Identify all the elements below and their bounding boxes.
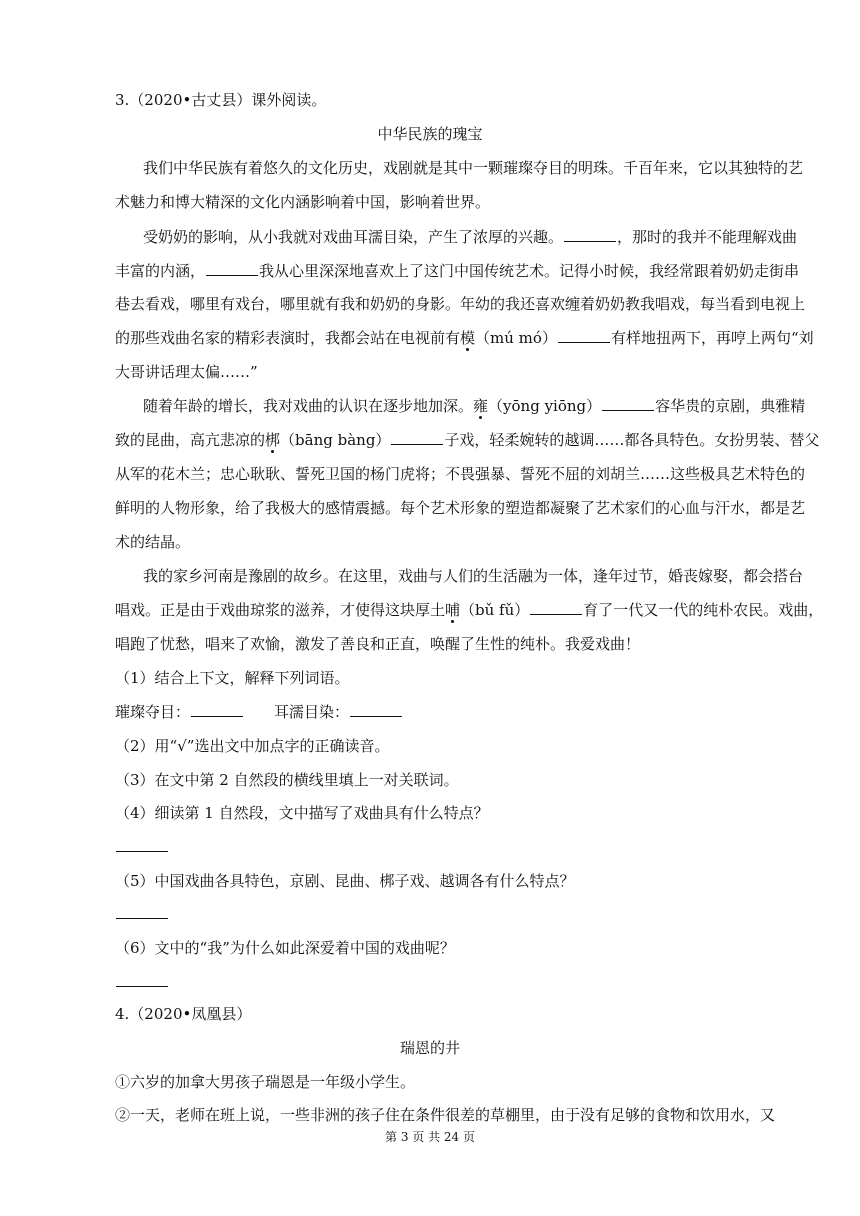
answer-blank[interactable] xyxy=(602,396,654,411)
text-segment: 致的昆曲，高亢悲凉的 xyxy=(115,431,266,449)
dotted-character: 哺 xyxy=(445,601,461,619)
text-segment: 丰富的内涵， xyxy=(115,262,206,280)
text-segment: ，那时的我并不能理解戏曲 xyxy=(617,228,798,246)
paragraph-3-line-3: 从军的花木兰；忠心耿耿、誓死卫国的杨门虎将；不畏强暴、誓死不屈的刘胡兰……这些极具艺术特色的 xyxy=(115,465,806,483)
pinyin-options: （bǔ fǔ） xyxy=(460,601,530,619)
answer-line-5[interactable] xyxy=(115,904,774,924)
question-4-heading: 4.（2020•凤凰县） xyxy=(115,1005,252,1023)
pinyin-options: （bāng bàng） xyxy=(280,431,391,449)
answer-blank[interactable] xyxy=(350,702,402,717)
sub-question-3: （3）在文中第 2 自然段的横线里填上一对关联词。 xyxy=(115,771,459,789)
answer-blank[interactable] xyxy=(530,600,582,615)
q4-paragraph-2: ②一天，老师在班上说，一些非洲的孩子住在条件很差的草棚里，由于没有足够的食物和饮用水，又 xyxy=(115,1106,776,1124)
q4-paragraph-1: ①六岁的加拿大男孩子瑞恩是一年级小学生。 xyxy=(115,1073,416,1091)
answer-blank[interactable] xyxy=(191,702,243,717)
paragraph-1-line-2: 术魅力和博大精深的文化内涵影响着中国，影响着世界。 xyxy=(115,193,491,211)
sub-question-1-words xyxy=(115,702,774,722)
pinyin-options: （mú mó） xyxy=(475,329,557,347)
paragraph-3-line-4: 鲜明的人物形象，给了我极大的感情震撼。每个艺术形象的塑造都凝聚了艺术家们的心血与汗水，都是艺 xyxy=(115,499,806,517)
sub-question-1: （1）结合上下文，解释下列词语。 xyxy=(115,669,350,687)
sub-question-6: （6）文中的“我”为什么如此深爱着中国的戏曲呢？ xyxy=(115,939,455,957)
text-segment: 受奶奶的影响，从小我就对戏曲耳濡目染，产生了浓厚的兴趣。 xyxy=(143,228,564,246)
answer-line-6[interactable] xyxy=(115,972,774,992)
paragraph-2-line-2 xyxy=(115,261,800,281)
text-segment: 随着年龄的增长，我对戏曲的认识在逐步地加深。 xyxy=(143,397,474,415)
paragraph-3-line-2 xyxy=(115,430,820,450)
text-segment: 子戏，轻柔婉转的越调……都各具特色。女扮男装、替父 xyxy=(444,431,820,449)
text-segment: 育了一代又一代的纯朴农民。戏曲， xyxy=(583,601,824,619)
text-segment: 我从心里深深地喜欢上了这门中国传统艺术。记得小时候，我经常跟着奶奶走街串 xyxy=(259,262,800,280)
answer-blank[interactable] xyxy=(206,261,258,276)
answer-blank[interactable] xyxy=(558,328,610,343)
answer-blank[interactable] xyxy=(116,972,168,987)
paragraph-4-line-3: 唱跑了忧愁，唱来了欢愉，激发了善良和正直，唤醒了生性的纯朴。我爱戏曲！ xyxy=(115,635,641,653)
answer-blank[interactable] xyxy=(116,837,168,852)
paragraph-2-line-4 xyxy=(115,328,814,348)
paragraph-4-line-2 xyxy=(115,600,824,620)
text-segment: 容华贵的京剧，典雅精 xyxy=(655,397,806,415)
question-3-heading: 3.（2020•古丈县）课外阅读。 xyxy=(115,91,327,109)
dotted-character: 模 xyxy=(460,329,476,347)
paragraph-2-line-3: 巷去看戏，哪里有戏台，哪里就有我和奶奶的身影。年幼的我还喜欢缠着奶奶教我唱戏，每当看到电视上 xyxy=(115,295,806,313)
text-segment: 的那些戏曲名家的精彩表演时，我都会站在电视前有 xyxy=(115,329,461,347)
paragraph-1-line-1: 我们中华民族有着悠久的文化历史，戏剧就是其中一颗璀璨夺目的明珠。千百年来，它以其独特的艺 xyxy=(143,159,804,177)
sub-question-4: （4）细读第 1 自然段，文中描写了戏曲具有什么特点？ xyxy=(115,804,489,822)
dotted-character: 雍 xyxy=(473,397,489,415)
paragraph-2-line-1 xyxy=(143,227,798,247)
text-segment: 唱戏。正是由于戏曲琼浆的滋养，才使得这块厚土 xyxy=(115,601,446,619)
paragraph-3-line-5: 术的结晶。 xyxy=(115,533,191,551)
word-label: 璀璨夺目： xyxy=(115,703,191,721)
answer-line-4[interactable] xyxy=(115,837,774,857)
sub-question-5: （5）中国戏曲各具特色，京剧、昆曲、梆子戏、越调各有什么特点？ xyxy=(115,872,575,890)
paragraph-3-line-1 xyxy=(143,396,806,416)
sub-question-2: （2）用“√”选出文中加点字的正确读音。 xyxy=(115,737,390,755)
pinyin-options: （yōng yiōng） xyxy=(488,397,602,415)
text-segment: 有样地扭两下，再哼上两句“刘 xyxy=(610,329,814,347)
paragraph-4-line-1: 我的家乡河南是豫剧的故乡。在这里，戏曲与人们的生活融为一体，逢年过节，婚丧嫁娶，都会搭台 xyxy=(143,567,804,585)
article-title: 瑞恩的井 xyxy=(399,1039,460,1057)
answer-blank[interactable] xyxy=(564,227,616,242)
paragraph-2-line-5: 大哥讲话理太偏……” xyxy=(115,363,258,381)
answer-blank[interactable] xyxy=(116,904,168,919)
word-label: 耳濡目染： xyxy=(274,703,350,721)
page-footer: 第 3 页 共 24 页 xyxy=(385,1130,475,1144)
dotted-character: 梆 xyxy=(265,431,281,449)
article-title: 中华民族的瑰宝 xyxy=(377,125,483,143)
answer-blank[interactable] xyxy=(391,430,443,445)
